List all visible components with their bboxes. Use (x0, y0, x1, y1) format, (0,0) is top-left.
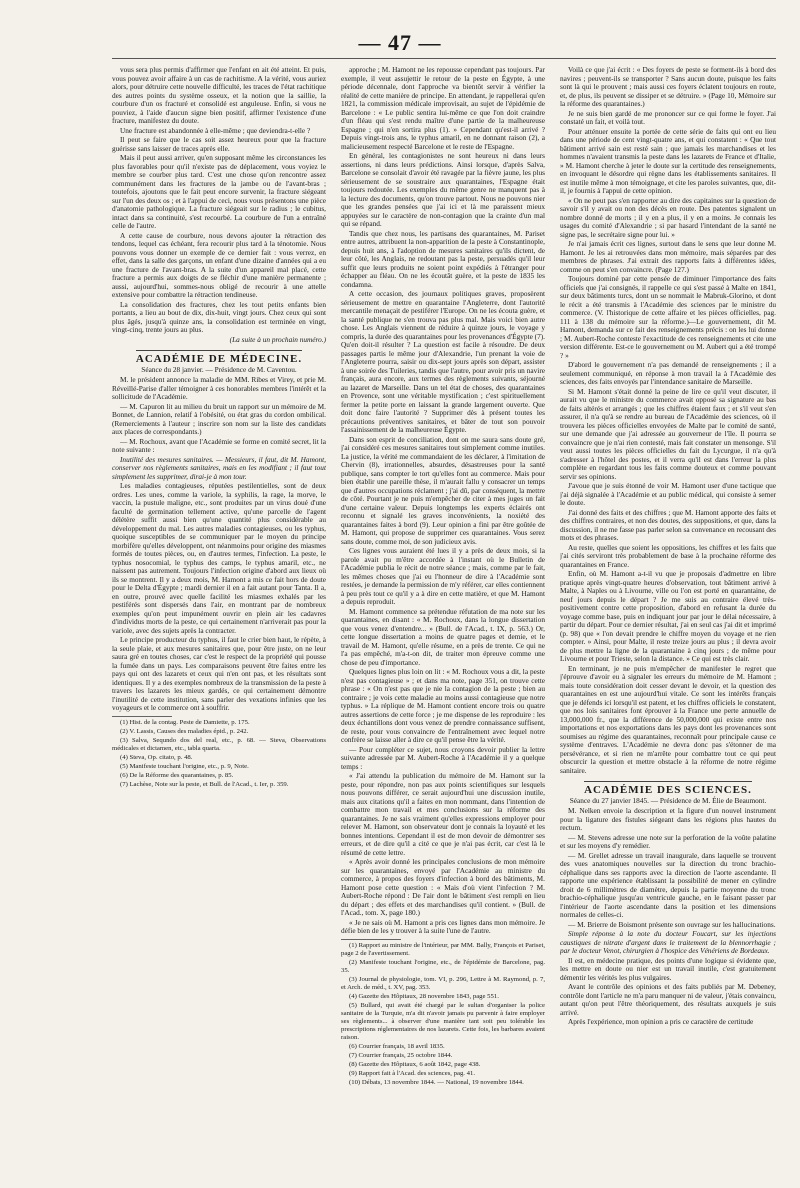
paragraph: J'avoue que je suis étonné de voir M. Hamont user d'une tactique que j'ai déjà signalée à l'Académie et au public médical, qui consiste à semer le doute. (560, 481, 776, 507)
footnote: (2) V. Lassis, Causes des maladies épid., p. 242. (120, 727, 249, 735)
paragraph: — M. Grellet adresse un travail inaugurale, dans laquelle se trouvent des vues anatomiques nouvelles sur la direction du tronc brachio-céphalique dans ses rapports avec la direction de l'aorte ascendante. Il rapporte une expérience établissant la possibilité de mener en cylindre droit de 6 millimètres de diamètre, depuis la partie moyenne du tronc brachio-céphalique jusqu'au ventricule gauche, en le faisant passer par l'intérieur de l'aorte ascendante dans la position et les dimensions normales de celles-ci. (560, 850, 776, 919)
paragraph: A cette cause de courbure, nous devons ajouter la rétraction des tendons, lequel cas échéant, fera recourir plus tard à la ténotomie. Nous pouvons vous donner un exemple de ce dernier fait : vous verrez, en effet, dans la salle des garçons, un enfant d'une dizaine d'années qui a eu une fracture de l'avant-bras. A la suite d'un appareil mal placé, cette fracture a permis aux doigts de se fléchir d'une manière permanente ; aussi, aujourd'hui, sommes-nous obligé de recourir à une attelle extensive pour combattre la rétraction tendineuse. (112, 230, 326, 299)
paragraph: « J'ai attendu la publication du mémoire de M. Hamont sur la peste, pour répondre, non pas aux points scientifiques sur lesquels nous pouvons différer, ce serait aujourd'hui une discussion inutile, mais aux citations qu'il a faites en mon nommant, dans l'intention de combattre mon travail et mes conclusions sur la réforme des quarantaines. Je ne sais vraiment qu'elles expressions employer pour relever M. Hamont, son observateur dont je connais la loyauté et les bonnes intentions. Cependant il est de mon devoir de démontrer ses erreurs, et de dire qu'il a cité ce que je n'ai pas écrit, car c'est là le résumé de cette lettre. (341, 771, 545, 857)
session-line: Séance du 27 janvier 1845. — Présidence de M. Élie de Beaumont. (569, 795, 767, 805)
col1-body (112, 66, 326, 335)
footnote: (5) Bullard, qui avait été chargé par le sultan d'organiser la police sanitaire de la Turquie, m'a dit n'avoir jamais pu parvenir à faire employer ses règlements... à observer d'une manière tant soit peu tolérable les prescriptions réglementaires de nos lazarets. Cette fois, les barbares avaient raison. (341, 1001, 545, 1041)
paragraph: Il peut se faire que le cas soit assez heureux pour que la fracture guérisse sans laisser de traces après elle. (112, 135, 326, 153)
paragraph: Mais il peut aussi arriver, qu'en supposant même les circonstances les plus favorables pour qu'il n'existe pas de déplacement, vous voyiez le membre se courber plus tard. C'est une chose qu'on rencontre assez communément dans les fractures de la jambe ou de l'avant-bras ; toutefois, ajoutons que le fait peut encore survenir, la fracture siégeant sur l'un des deux os ; et à l'appui de ceci, nous vous présentons une pièce d'anatomie pathologique. La fracture siégeait sur le radius ; le cubitus, intact dans sa continuité, s'est recourbé. La courbure de l'un a entraîné celle de l'autre. (112, 153, 326, 230)
footnote: (10) Débats, 13 novembre 1844. — National, 19 novembre 1844. (349, 1078, 524, 1086)
paragraph: Après l'expérience, mon opinion a pris ce caractère de certitude (568, 1017, 754, 1026)
paragraph: Avant le contrôle des opinions et des faits publiés par M. Debeney, contrôle dont l'article ne m'a paru manquer ni de valeur, j'étais convaincu, autant qu'on peut l'être théoriquement, des résultats auxquels je suis arrivé. (560, 982, 776, 1017)
paragraph: — M. Brierre de Boismont présente son ouvrage sur les hallucinations. (568, 919, 776, 929)
paragraph: Le principe producteur du typhus, il faut le crier bien haut, le répète, à la seule plaie, et aux mesures sanitaires que, pour être juste, on ne leur saura gré en toutes choses, car c'est le respect de la propriété qui pousse la fumée dans un pays. Les comparaisons peuvent être faites entre les pays qui ont des lazarets et ceux qui n'en ont pas, et les résultats sont identiques. Il y a des exemples nombreux de la transmission de la peste à travers les lazarets les mieux gardés, ce qui certainement démontre l'inutilité de cette institution, sans parler des vexations infinies que les voyageurs et le commerce ont à souffrir. (112, 635, 326, 712)
paragraph: — M. Capuron lit au milieu du bruit un rapport sur un mémoire de M. Bonnet, de Lannion, relatif à l'obésité, ou état gras du cordon ombilical. (Remerciements à l'auteur ; inscrire son nom sur la liste des candidats aux places de correspondants.) (112, 401, 326, 436)
paragraph: M. Hamont commence sa prétendue réfutation de ma note sur les quarantaines, en disant : « M. Rochoux, dans la longue dissertation que vous venez d'entendre... » (Bull. de l'Acad., t. IX, p. 563.) Or, cette longue dissertation a moins de quatre pages et demie, et le travail de M. Hamont, qu'elle résume, en a près de trente. Ce qui ne l'a pas empêché, m'a-t-on dit, de traiter mon épreuve comme une chose de peu d'importance. (341, 606, 545, 667)
paragraph: approche ; M. Hamont ne les repousse cependant pas toujours. Par exemple, il veut assujettir le retour de la peste en Égypte, à une période décennale, dont l'approche va bientôt servir à vérifier la réalité de cette manière de principe. En attendant, je rappellerai qu'en 1821, la commission médicale improvisait, au sujet de l'épidémie de Barcelone : « Le public sentira lui-même ce que l'on doit craindre d'un fléau qui s'est rendu maître d'une partie de la malheureuse Espagne ; qui n'en sortira plus (1). » Cependant qu'est-il arrivé ? Depuis vingt-trois ans, le typhus amaril, en ne donnant raison (2), a malicieusement respecté Barcelone et le reste de l'Espagne. (341, 66, 545, 151)
footnote: (4) Steva, Op. citato, p. 48. (120, 753, 193, 761)
footnote: (3) Journal de physiologie, tom. VI, p. 296, Lettre à M. Raymond, p. 7, et Arch. de méd., t. XV, pag. 353. (341, 975, 545, 991)
section-title: ACADÉMIE DE MÉDECINE. (135, 353, 303, 365)
paragraph: — M. Rochoux, avant que l'Académie se forme en comité secret, lit la note suivante : (112, 436, 326, 454)
paragraph: Les maladies contagieuses, réputées pestilentielles, sont de deux ordres. Les unes, comme la variole, la syphilis, la rage, la morve, le vaccin, la pustule maligne, etc., sont produites par un virus doué d'une faculté de germination tellement active, qu'une parcelle de l'agent délétère suffit aussi bien qu'une quantité plus considérable au développement du mal. Les autres maladies contagieuses, ou les typhus, quoique susceptibles de se communiquer par le moyen du principe morbifère qu'elles développent, ont néanmoins pour origine des miasmes formés de toutes pièces, ou, en d'autres termes, l'infection. La peste, le typhus nosocomial, le typhus des camps, le typhus amaril, etc., ne naissent pas autrement. Toujours l'infection origine d'abord aux lieux où ils se montrent. Il y a deux mois, M. Hamont a mis ce fait hors de doute pour le Delta d'Égypte ; mardi dernier il en a fait autant pour Tanta. Il a, en outre, prouvé avec quelle facilité les miasmes exhalés par les pestiférés sont dispersés dans l'air, en montrant par de nombreux exemples qu'on peut impunément ouvrir en plein air les cadavres d'individus morts de la peste, ce qui certainement n'arriverait pas pour la variole, avec des sujets après la contracter. (112, 481, 326, 635)
session-line: Séance du 28 janvier. — Présidence de M. Caventou. (141, 364, 297, 374)
paragraph: En général, les contagionistes ne sont heureux ni dans leurs assertions, ni dans leurs prédictions. Ainsi lorsque, d'après Salva, Barcelone se consolait d'avoir été ravagée par la fièvre jaune, les plus sérieusement de se soustraire aux quarantaines, l'Espagne était toujours redoutée. Les exemples du même genre ne manquent pas à la lecture des documents, qu'on trouve partout. Nous ne pouvons nier que les grandes pensées que j'ai ici et là me paraissent mieux appuyées sur le caractère de non-contagion que la crainte d'un mal qui se répand. (341, 151, 545, 228)
paragraph: Une fracture est abandonnée à elle-même ; que deviendra-t-elle ? (120, 125, 311, 135)
column-right (560, 66, 776, 1176)
page-number: — 47 — (358, 30, 442, 55)
paragraph: La consolidation des fractures, chez les tout petits enfants bien portants, a lieu au bout de dix, dix-huit, vingt jours. Chez ceux qui sont plus âgés, jusqu'à quinze ans, la consolidation est terminée en vingt, vingt-cinq, trente jours au plus. (112, 299, 326, 334)
footnote: (7) Lachèse, Note sur la peste, et Bull. de l'Acad., t. Ier, p. 359. (120, 780, 289, 788)
footnote: (3) Salva, Sequndo dos del real, etc., p. 68. — Steva, Observations médicales et dictamen, etc., tabla quarta. (112, 736, 326, 752)
footnote: (7) Courrier français, 25 octobre 1844. (349, 1051, 453, 1059)
paragraph: Tandis que chez nous, les partisans des quarantaines, M. Pariset entre autres, attribuent la non-apparition de la peste à Constantinople, depuis huit ans, à l'adoption de mesures sanitaires qu'ils dictent, de leur côté, les Anglais, ne redoutant pas la peste, persuadés qu'il leur suffit que leurs produits ne soient point expédiés à l'étranger pour échapper au fléau. On ne les écoutât guère, et la peste de 1835 les condamna. (341, 228, 545, 289)
paragraph: Si M. Hamont s'était donné la peine de lire ce qu'il veut discuter, il aurait vu que le ministre du commerce avait opposé sa signature au bas de faits altérés et arrangés ; que les chiffres étaient faux ; et s'il veut s'en assurer, il n'a qu'à se rendre au bureau de l'Académie des sciences, où il trouvera les pièces officielles envoyées de Malte par le comité de santé, sur une demande que j'ai adressée au gouverneur de l'île. Il pourra se convaincre que je n'ai rien contesté, mais fait constater un mensonge. S'il veut aussi toutes les pièces officielles du fait du Lycurgue, il n'a qu'à s'adresser à l'hôtel des postes, et il verra qu'il est dans l'erreur la plus complète en regardant tous les faits comme douteux et comme pouvant servir ses opinions. (560, 386, 776, 481)
continued-note: (La suite à un prochain numéro.) (229, 334, 326, 344)
paragraph: Dans son esprit de conciliation, dont on me saura sans doute gré, j'ai considéré ces mesures sanitaires tout simplement comme inutiles. La justice, la vérité me commandaient de les déclarer, à l'imitation de Chervin (8), irrationnelles, absurdes, désastreuses pour la santé publique, sans compter le tort qu'elles font au commerce. Mais pour bien établir une pareille thèse, il m'aurait fallu y consacrer un temps que d'autres occupations réclament ; j'ai dû, par conséquent, la mettre de côté. Pourtant je ne puis m'empêcher de citer à mes juges un fait d'une certaine valeur. Depuis longtemps les experts éclairés ont reconnu et signalé les graves inconvénients, la noxiété des quarantaines faites à bord (9). Leur opinion a fini par être goûtée de M. Hamont, qui propose de supprimer ces quarantaines. Vous serez sans doute, comme moi, de son judicieux avis. (341, 434, 545, 546)
paragraph: Il est, en médecine pratique, des points d'une logique si évidente que, les mettre en doute ou nier est un travail inutile, c'est gratuitement démentir les vérités les plus vulgaires. (560, 955, 776, 982)
paragraph: — Pour compléter ce sujet, nous croyons devoir publier la lettre suivante adressée par M. Aubert-Roche à l'Académie il y a quelque temps : (341, 744, 545, 771)
paragraph: Au reste, quelles que soient les oppositions, les chiffres et les faits que j'ai cités serviront très probablement de base à la prochaine réforme des quarantaines en France. (560, 542, 776, 569)
paragraph: M. le président annonce la maladie de MM. Ribes et Virey, et prie M. Réveillé-Parise d'aller témoigner à ces honorables membres l'intérêt et la sollicitude de l'Académie. (112, 375, 326, 401)
paragraph: Ces lignes vous auraient été lues il y a près de deux mois, si la parole avait pu m'être accordée à l'instant où le Bulletin de l'Académie publia le récit de notre séance ; mais, comme par le fait, les mêmes choses que j'ai eu l'honneur de dire à l'Académie sont restées, je demande la permission de m'y référer, car elles contiennent à peu près tout ce qu'il y a à dire en cette matière, et que M. Hamont a depuis reproduit. (341, 546, 545, 606)
col1-body-2 (112, 376, 326, 713)
paragraph: Je n'ai jamais écrit ces lignes, surtout dans le sens que leur donne M. Hamont. Je les ai retrouvées dans mon mémoire, mais séparées par des membres de phrases. J'ai extrait des rapports faits à différentes idées, comme on peut s'en convaincre. (Page 127.) (560, 239, 776, 274)
paragraph: Inutilité des mesures sanitaires. — Messieurs, il faut, dit M. Hamont, conserver nos règlements sanitaires, mais en les modifiant ; il faut tout simplement les supprimer, dirai-je à mon tour. (112, 454, 326, 481)
paragraph: vous sera plus permis d'affirmer que l'enfant en ait été atteint. Et puis, vous pouvez avoir affaire à un cas de rachitisme. A la vérité, vous auriez alors, pour détruire cette nouvelle difficulté, les traces de l'état rachitique des autres points du système osseux, et la notion que la saillie, la courbure d'un os fracturé et consolidé est anguleuse. Enfin, si vous ne pouviez, à l'aide d'aucun signe bien positif, affirmer l'existence d'une fracture, manifestez du doute. (112, 66, 326, 125)
section-title: ACADÉMIE DES SCIENCES. (584, 784, 752, 796)
paragraph: Pour atténuer ensuite la portée de cette série de faits qui ont eu lieu dans une période de cent vingt-quatre ans, et qui constatent : « Que tout bâtiment arrivé sain est resté sain ; que jamais les marchandises et les hommes n'avaient transmis la peste dans les lazarets de France et d'Italie, » M. Hamont cherche à jeter le doute sur la certitude des renseignements, en invoquant le désordre qui règne dans les établissements sanitaires. Il est inutile même à mon témoignage, et cite les paroles suivantes, que, dit-il, je fournis à l'appui de cette opinion. (560, 126, 776, 195)
paragraph: En terminant, je ne puis m'empêcher de manifester le regret que j'éprouve d'avoir eu à signaler les erreurs du mémoire de M. Hamont ; mais toute considération doit cesser devant le devoir, et la question des quarantaines en est une aujourd'hui vitale. Ce sont les intérêts français que je défends ici lorsqu'il est patent, et les chiffres officiels le constatent, que nos lois sanitaires font éprouver à la France une perte annuelle de 13,000,000 fr., que la différence de 50,000,000 qui existe entre nos importations et nos exportations dans les pays dont les provenances sont soumises au régime des quarantaines, reconnaît pour principale cause ce système d'entraves. L'Académie ne devra donc pas s'étonner de ma persévérance, et si rien ne m'arrête pour combattre tout ce qui peut obscurcir la question et mettre obstacle à la réforme de notre régime sanitaire. (560, 663, 776, 775)
column-left (112, 66, 326, 1176)
paragraph: « Après avoir donné les principales conclusions de mon mémoire sur les quarantaines, envoyé par l'Académie au ministre du commerce, à propos des foyers d'infection à bord des bâtiments, M. Hamont pose cette question : « Mais d'où vient l'infection ? M. Aubert-Roche répond : De l'air dont le bâtiment s'est rempli en lieu du départ ; des effets et des marchandises qu'il contient. » (Bull. de l'Acad., tom. X, page 180.) (341, 857, 545, 917)
paragraph: J'ai donné des faits et des chiffres ; que M. Hamont apporte des faits et des chiffres contraires, et non des doutes, des suppositions, et que, dans la discussion, il ne me fasse pas parler selon sa convenance en recousant des mots et des phrases. (560, 507, 776, 542)
footnote: (5) Manifeste touchant l'origine, etc., p. 9, Note. (120, 762, 249, 770)
footnote: (8) Gazette des Hôpitaux, 6 août 1842, page 438. (349, 1060, 481, 1068)
column-middle (341, 66, 545, 1176)
footnote-rule (341, 939, 401, 940)
footnote: (1) Rapport au ministre de l'intérieur, par MM. Bally, François et Pariset, page 2 de l'avertissement. (341, 941, 545, 957)
paragraph: Voilà ce que j'ai écrit : « Des foyers de peste se forment-ils à bord des navires ; peuvent-ils se transporter ? Sans aucun doute, puisque les faits sont là qui le prouvent ; mais aussi ces foyers éclatent toujours en route, et, de plus, ils peuvent se dissiper et se détruire. » (Page 10, Mémoire sur la réforme des quarantaines.) (560, 66, 776, 108)
footnote-rule (112, 716, 172, 717)
paragraph: Quelques lignes plus loin on lit : « M. Rochoux vous a dit, la peste n'est pas contagieuse » ; et dans ma note, page 351, on trouve cette phrase : « On n'est pas que je nie la contagion de la peste ; bien au contraire ; je vois cette maladie au moins aussi contagieuse que notre typhus. » La réplique de M. Hamont contient encore trois ou quatre autres assertions de cette force ; je me dispense de les reproduire : les deux échantillons dont vous venez de prendre connaissance suffisent, de reste, pour vous convaincre de l'entraînement avec lequel notre confrère se laisse aller à dire ce qu'il pense être la vérité. (341, 667, 545, 744)
paragraph: « On ne peut pas s'en rapporter au dire des capitaines sur la question de savoir s'il y avait ou non des décès en route. Des patentes signalent un nombre donné de morts ; il y en a plus, il y en a moins. Je connais les usages du comité d'Alexandrie ; si par hasard l'intendant de la santé ne signe pas, le secrétaire signe pour lui. » (560, 195, 776, 239)
footnotes (341, 942, 545, 1087)
footnote: (9) Rapport fait à l'Acad. des sciences, pag. 41. (349, 1069, 475, 1077)
footnote: (6) De la Réforme des quarantaines, p. 85. (120, 771, 234, 779)
footnote: (6) Courrier français, 18 avril 1835. (349, 1042, 445, 1050)
footnote: (4) Gazette des Hôpitaux, 28 novembre 1843, page 551. (349, 992, 499, 1000)
section-divider (584, 781, 752, 782)
article-title: Simple réponse à la note du docteur Foucart, sur les injections caustiques de nitrate d'argent dans le traitement de la blennorrhagie ; par le docteur Venot, chirurgien à l'hospice des Vénériens de Bordeaux. (560, 929, 776, 955)
footnotes (112, 719, 326, 789)
paragraph: A cette occasion, des journaux politiques graves, proposèrent sérieusement de mettre en quarantaine l'Angleterre, dont l'autorité mercantile menaçait de pestiférer l'Europe. On ne les écouta guère, et la santé publique ne s'en trouva pas plus mal. Mais voici bien autre chose. Les Anglais viennent de réduire à quinze jours, le voyage y compris, la durée des quarantaines pour les provenances d'Égypte (7). Qu'en doit-il résulter ? La question est facile à résoudre. De deux passages partis le même jour d'Alexandrie, l'un prenant la voie de l'Angleterre pourra, saisir ou dix-sept jours après son départ, assister à une soirée des Tuileries, tandis que l'autre, pour avoir pris un navire français, aura encore, aux termes des règlements suivants, séjourné au lazaret de Marseille. Dans un tel état de choses, des quarantaines en Provence, sont une véritable mystification ; c'est spirituellement fermer la petite porte en laissant la grande largement ouverte. Que doit donc faire l'autorité ? Supprimer dès à présent toutes les précautions préventives sanitaires, et bâter de tout son pouvoir l'assainissement de la malheureuse Égypte. (341, 289, 545, 434)
footnote: (1) Hist. de la contag. Peste de Damiette, p. 175. (120, 718, 250, 726)
paragraph: Toujours dominé par cette pensée de diminuer l'importance des faits officiels que j'ai consignés, il rappelle ce qui s'est passé à Malte en 1841, sur deux bâtiments turcs, dont un se nommait le Mabruk-Glorino, et dont le récit a été transmis à l'Académie des sciences par le ministre du commerce. (V. l'historique de cette affaire et les pièces officielles, pag. 111 à 138 du mémoire sur la réforme.)—Le gouvernement, dit M. Hamont, demanda sur ce fait des renseignements précis : on les lui donne ; M. Aubert-Roche conteste l'exactitude de ces renseignements et cite une version différente. Est-ce le gouvernement ou M. Aubert qui a été trompé ? » (560, 274, 776, 360)
paragraph: Enfin, où M. Hamont a-t-il vu que je proposais d'admettre en libre pratique après vingt-quatre heures d'observation, tout bâtiment arrivé à Malte, à Naples ou à Livourne, ville ou l'on est porté en quarantaine, de neuf jours depuis le départ ? Je me suis au contraire élevé très-positivement contre cette proposition, d'abord en refusant la durée du voyage comme base, puis en indiquant jour par jour le délai nécessaire, à partir du départ. Pour ce dernier résultat, j'ai en seul cas j'ai dit et imprimé (p. 98) que « l'on devait prendre le chiffre moyen du voyage et ne rien compter. » Ainsi, pour Malte, il reste treize jours au plus ; il devra avoir de plus mettre la ligne de la quarantaine à cinq jours ; de même pour Livourne et pour Trieste, selon la distance. » Ce qui est très clair. (560, 569, 776, 663)
paragraph: M. Nelken envoie la description et la figure d'un nouvel instrument pour la ligature des fistules siégeant dans les régions plus hautes du rectum. (560, 806, 776, 832)
section-divider (136, 350, 302, 351)
paragraph: Je ne suis bien gardé de me prononcer sur ce qui forme le foyer. J'ai constaté un fait, et voilà tout. (560, 108, 776, 126)
paragraph: « Je ne sais où M. Hamont a pris ces lignes dans mon mémoire. Je défie bien de les y trouver à la suite l'une de l'autre. (341, 917, 545, 935)
paragraph: D'abord le gouvernement n'a pas demandé de renseignements ; il a seulement communiqué, en réponse à mon travail la à l'Académie des sciences, des faits envoyés par l'intendance sanitaire de Marseille. (560, 360, 776, 386)
paragraph: — M. Stevens adresse une note sur la perforation de la voûte palatine et sur les moyens d'y remédier. (560, 832, 776, 850)
footnote: (2) Manifeste touchant l'origine, etc., de l'épidémie de Barcelone, pag. 35. (341, 958, 545, 974)
header-rule (112, 58, 776, 59)
